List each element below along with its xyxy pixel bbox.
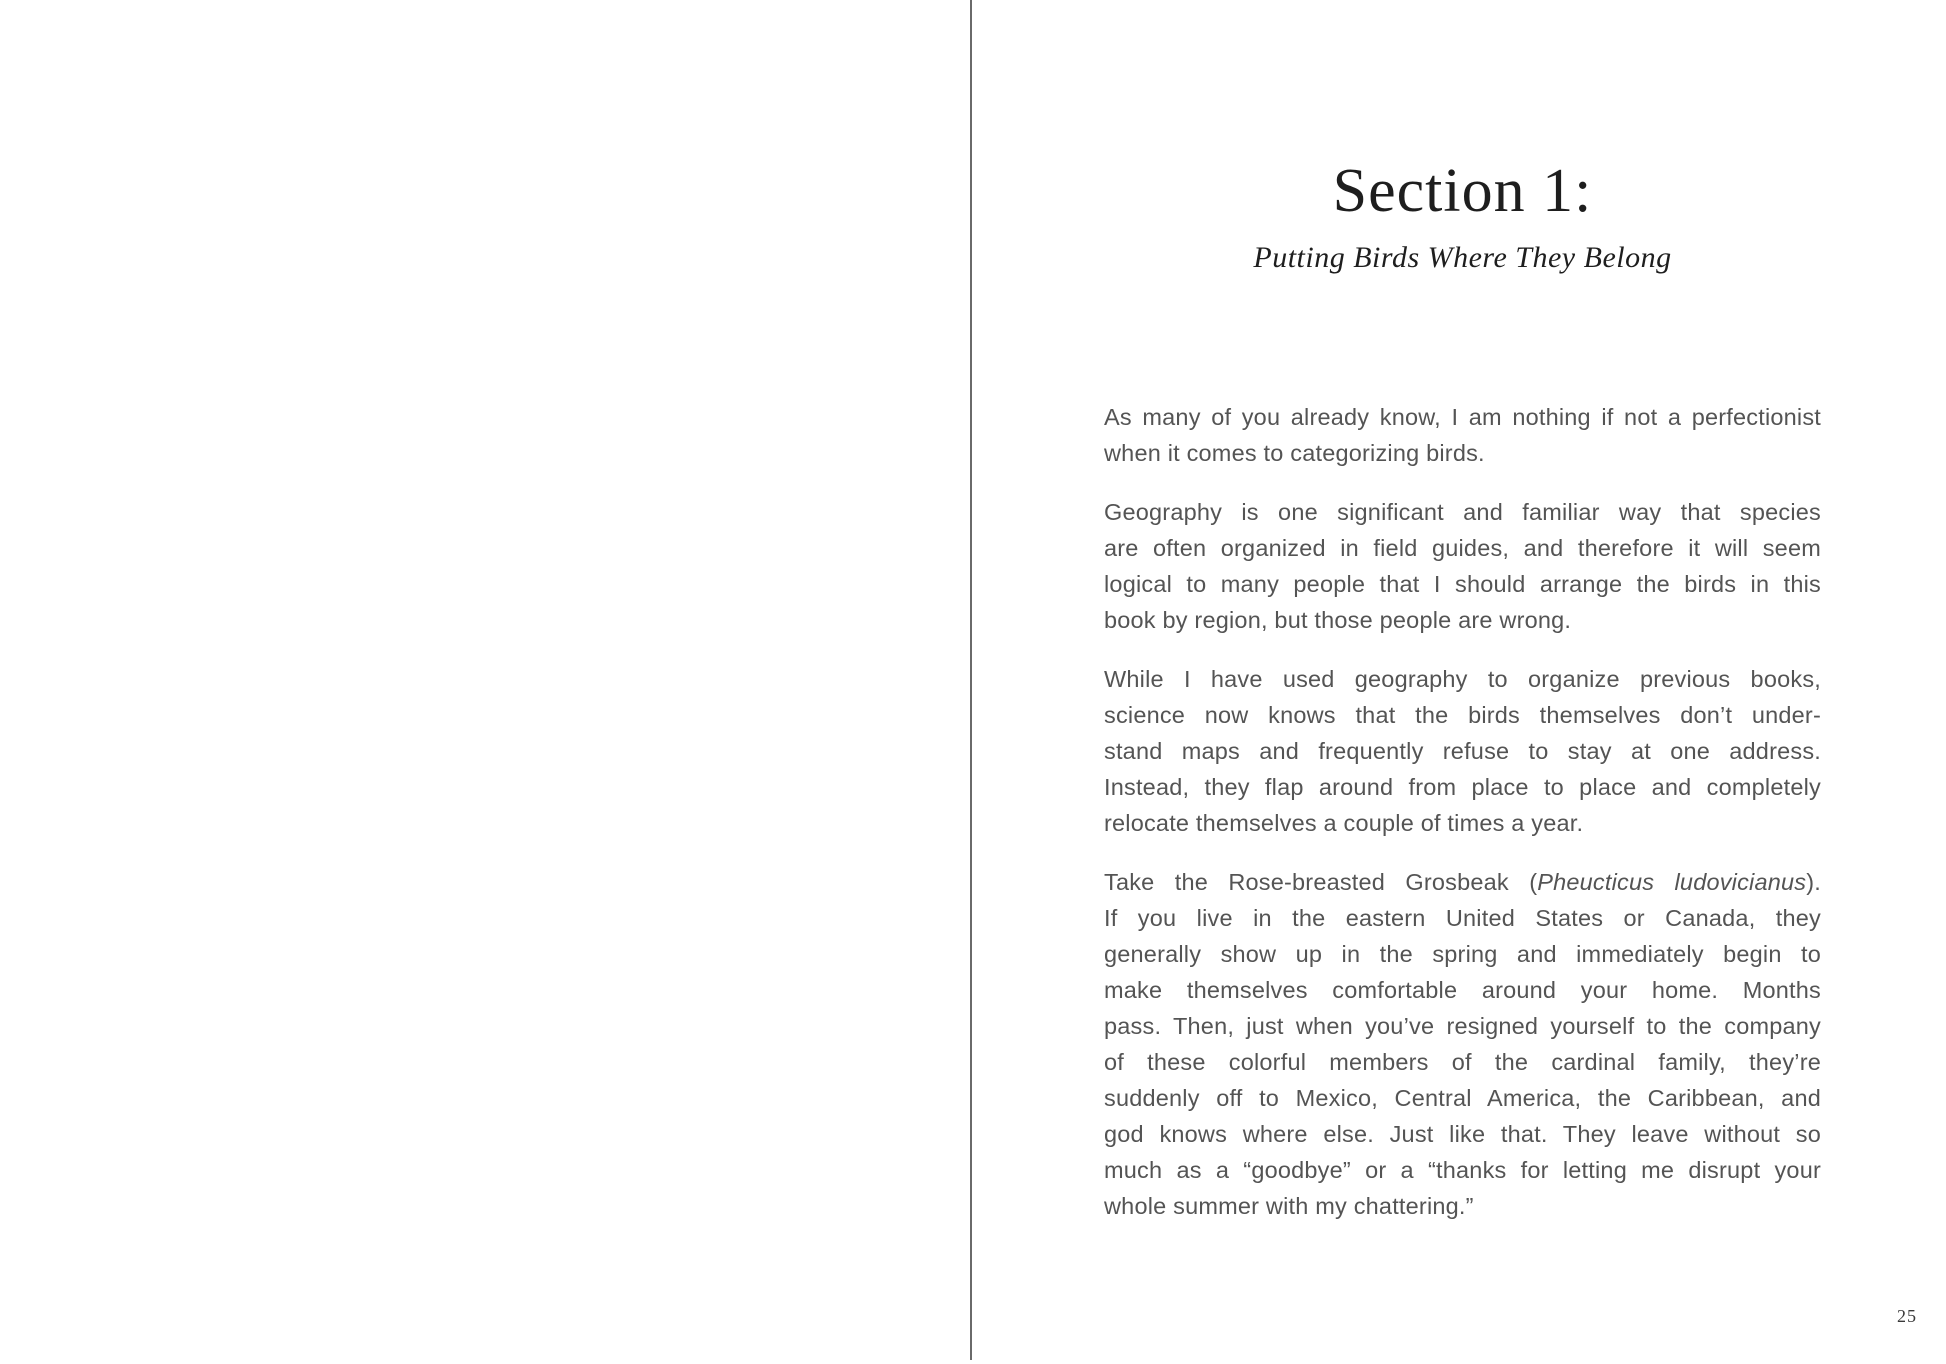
text-line: suddenly off to Mexico, Central America, the Caribbean, and xyxy=(1104,1085,1821,1111)
text-line: science now knows that the birds themselves don’t under- xyxy=(1104,702,1821,728)
paragraph xyxy=(1104,661,1821,841)
text-line: logical to many people that I should arrange the birds in this xyxy=(1104,571,1821,597)
paragraph xyxy=(1104,864,1821,1224)
text-line: If you live in the eastern United States or Canada, they xyxy=(1104,905,1821,931)
text-line: Instead, they flap around from place to place and completely xyxy=(1104,774,1821,800)
text-line: of these colorful members of the cardinal family, they’re xyxy=(1104,1049,1821,1075)
paragraph xyxy=(1104,399,1821,471)
body-text xyxy=(1104,399,1821,1224)
text-line: are often organized in field guides, and therefore it will seem xyxy=(1104,535,1821,561)
paragraph xyxy=(1104,494,1821,638)
text-line: book by region, but those people are wrong. xyxy=(1104,607,1572,633)
section-subtitle: Putting Birds Where They Belong xyxy=(1253,241,1672,274)
text-line: pass. Then, just when you’ve resigned yourself to the company xyxy=(1104,1013,1821,1039)
text-line: make themselves comfortable around your home. Months xyxy=(1104,977,1821,1003)
text-line: relocate themselves a couple of times a year. xyxy=(1104,810,1584,836)
text-line: god knows where else. Just like that. They leave without so xyxy=(1104,1121,1821,1147)
text-line: whole summer with my chattering.” xyxy=(1104,1193,1474,1219)
text-line: Geography is one significant and familiar way that species xyxy=(1104,499,1821,525)
page-number: 25 xyxy=(1897,1306,1917,1326)
text-segment: Take the Rose-breasted Grosbeak ( xyxy=(1104,869,1538,895)
text-line: generally show up in the spring and immediately begin to xyxy=(1104,941,1821,967)
text-line: much as a “goodbye” or a “thanks for letting me disrupt your xyxy=(1104,1157,1821,1183)
left-page-blank xyxy=(0,0,970,1364)
text-line xyxy=(1104,864,1821,900)
text-line: stand maps and frequently refuse to stay at one address. xyxy=(1104,738,1821,764)
section-title: Section 1: xyxy=(1332,157,1593,225)
text-line: when it comes to categorizing birds. xyxy=(1104,440,1485,466)
text-line: While I have used geography to organize previous books, xyxy=(1104,666,1821,692)
text-segment: ). xyxy=(1806,869,1821,895)
latin-name-italic: Pheucticus ludovicianus xyxy=(1537,869,1807,895)
text-line: As many of you already know, I am nothing if not a perfectionist xyxy=(1104,404,1821,430)
